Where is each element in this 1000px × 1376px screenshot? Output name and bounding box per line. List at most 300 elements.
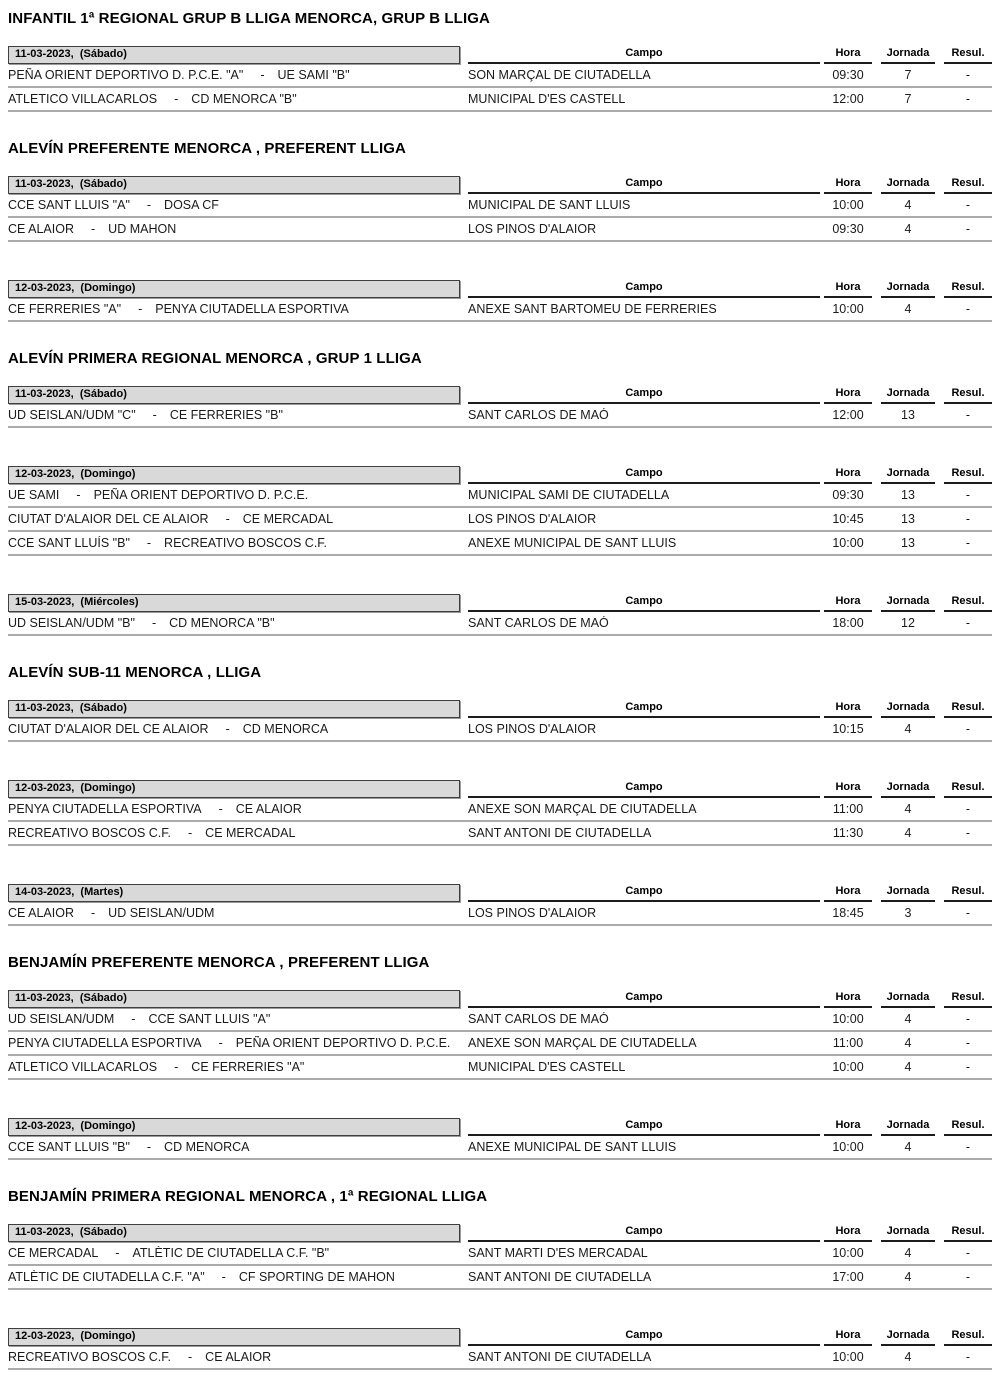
hora-column-header: Hora: [824, 885, 872, 902]
matchday-cell: 4: [904, 1270, 912, 1284]
jornada-column-header: Jornada: [881, 47, 935, 64]
vs-separator: -: [115, 1246, 120, 1260]
league-title: BENJAMÍN PRIMERA REGIONAL MENORCA , 1ª REGIONAL LLIGA: [8, 1188, 488, 1205]
result-cell: -: [965, 722, 971, 736]
time-cell: 09:30: [832, 68, 864, 82]
match-teams-cell: [8, 802, 460, 817]
result-cell: -: [965, 198, 971, 212]
campo-column-header: Campo: [468, 47, 820, 64]
matchday-cell: 4: [904, 302, 912, 316]
vs-separator: -: [152, 408, 157, 422]
table-header-row: [8, 174, 992, 194]
result-cell: -: [965, 92, 971, 106]
matchday-cell: 4: [904, 802, 912, 816]
league-section: [8, 664, 992, 926]
match-teams-cell: [8, 536, 460, 551]
date-header-cell: [8, 466, 460, 484]
date-header-cell: [8, 386, 460, 404]
time-cell: 09:30: [832, 222, 864, 236]
vs-separator: -: [131, 1012, 136, 1026]
table-header-row: [8, 882, 992, 902]
campo-column-header: Campo: [468, 467, 820, 484]
home-team: CCE SANT LLUIS "B": [8, 1140, 130, 1154]
venue-cell: MUNICIPAL DE SANT LLUIS: [468, 198, 631, 212]
jornada-column-header: Jornada: [881, 701, 935, 718]
league-tables: [8, 1222, 992, 1370]
away-team: PENYA CIUTADELLA ESPORTIVA: [155, 302, 349, 316]
home-team: CE FERRERIES "A": [8, 302, 122, 316]
matchday-cell: 4: [904, 1060, 912, 1074]
date-header-cell: [8, 1118, 460, 1136]
jornada-column-header: Jornada: [881, 467, 935, 484]
jornada-column-header: Jornada: [881, 1119, 935, 1136]
vs-separator: -: [188, 826, 193, 840]
result-cell: -: [965, 222, 971, 236]
date-header: 11-03-2023, (Sábado): [8, 176, 460, 194]
home-team: ATLÈTIC DE CIUTADELLA C.F. "A": [8, 1270, 205, 1284]
match-row: [8, 1032, 992, 1056]
matchday-cell: 4: [904, 722, 912, 736]
hora-column-header: Hora: [824, 1329, 872, 1346]
matchday-cell: 7: [904, 68, 912, 82]
matchday-cell: 4: [904, 198, 912, 212]
venue-cell: ANEXE SANT BARTOMEU DE FERRERIES: [468, 302, 717, 316]
resul-column-header: Resul.: [944, 467, 992, 484]
home-team: RECREATIVO BOSCOS C.F.: [8, 826, 171, 840]
away-team: CD MENORCA "B": [191, 92, 297, 106]
home-team: PENYA CIUTADELLA ESPORTIVA: [8, 802, 202, 816]
venue-cell: ANEXE MUNICIPAL DE SANT LLUIS: [468, 536, 677, 550]
jornada-column-header: Jornada: [881, 281, 935, 298]
fixtures-table: [8, 988, 992, 1080]
time-cell: 10:00: [832, 1246, 864, 1260]
table-header-row: [8, 1326, 992, 1346]
venue-cell: SANT ANTONI DE CIUTADELLA: [468, 1350, 652, 1364]
match-teams-cell: [8, 1270, 460, 1285]
table-rows: [8, 1136, 992, 1160]
home-team: CE ALAIOR: [8, 906, 74, 920]
result-cell: -: [965, 68, 971, 82]
time-cell: 12:00: [832, 408, 864, 422]
campo-column-header: Campo: [468, 595, 820, 612]
venue-cell: LOS PINOS D'ALAIOR: [468, 512, 597, 526]
vs-separator: -: [91, 906, 96, 920]
league-tables: [8, 988, 992, 1160]
vs-separator: -: [146, 1140, 152, 1154]
venue-cell: LOS PINOS D'ALAIOR: [468, 222, 597, 236]
home-team: CCE SANT LLUÍS "B": [8, 536, 130, 550]
league-tables: [8, 384, 992, 636]
table-header-row: [8, 698, 992, 718]
table-rows: [8, 1242, 992, 1290]
time-cell: 10:00: [832, 1140, 864, 1154]
fixtures-table: [8, 1326, 992, 1370]
time-cell: 10:00: [832, 1350, 864, 1364]
jornada-column-header: Jornada: [881, 1225, 935, 1242]
date-header-cell: [8, 176, 460, 194]
fixtures-table: [8, 174, 992, 242]
hora-column-header: Hora: [824, 177, 872, 194]
date-header-cell: [8, 990, 460, 1008]
match-row: [8, 88, 992, 112]
time-cell: 10:45: [832, 512, 864, 526]
match-teams-cell: [8, 1246, 460, 1261]
time-cell: 10:15: [832, 722, 864, 736]
away-team: CE FERRERIES "B": [169, 408, 283, 422]
matchday-cell: 13: [901, 536, 915, 550]
result-cell: -: [965, 1350, 971, 1364]
time-cell: 10:00: [832, 198, 864, 212]
jornada-column-header: Jornada: [881, 781, 935, 798]
match-teams-cell: [8, 198, 460, 213]
vs-separator: -: [146, 198, 152, 212]
resul-column-header: Resul.: [944, 1329, 992, 1346]
league-title: ALEVÍN PREFERENTE MENORCA , PREFERENT LLIGA: [8, 140, 406, 157]
home-team: CE MERCADAL: [8, 1246, 99, 1260]
campo-column-header: Campo: [468, 701, 820, 718]
venue-cell: ANEXE SON MARÇAL DE CIUTADELLA: [468, 802, 697, 816]
time-cell: 09:30: [832, 488, 864, 502]
hora-column-header: Hora: [824, 595, 872, 612]
date-header-cell: [8, 280, 460, 298]
table-header-row: [8, 44, 992, 64]
venue-cell: SANT CARLOS DE MAÓ: [468, 1012, 609, 1026]
jornada-column-header: Jornada: [881, 177, 935, 194]
fixtures-table: [8, 278, 992, 322]
away-team: CE ALAIOR: [235, 802, 302, 816]
jornada-column-header: Jornada: [881, 1329, 935, 1346]
date-header-cell: [8, 884, 460, 902]
home-team: ATLETICO VILLACARLOS: [8, 1060, 158, 1074]
resul-column-header: Resul.: [944, 177, 992, 194]
table-header-row: [8, 1222, 992, 1242]
match-row: [8, 298, 992, 322]
table-rows: [8, 1346, 992, 1370]
date-header: 15-03-2023, (Miércoles): [8, 594, 460, 612]
matchday-cell: 3: [904, 906, 912, 920]
home-team: UD SEISLAN/UDM "C": [8, 408, 136, 422]
home-team: UE SAMI: [8, 488, 60, 502]
match-row: [8, 1056, 992, 1080]
resul-column-header: Resul.: [944, 1225, 992, 1242]
jornada-column-header: Jornada: [881, 387, 935, 404]
time-cell: 10:00: [832, 1012, 864, 1026]
vs-separator: -: [151, 616, 157, 630]
hora-column-header: Hora: [824, 467, 872, 484]
time-cell: 10:00: [832, 1060, 864, 1074]
venue-cell: SANT ANTONI DE CIUTADELLA: [468, 826, 652, 840]
date-header: 11-03-2023, (Sábado): [8, 990, 460, 1008]
date-header-cell: [8, 700, 460, 718]
match-row: [8, 484, 992, 508]
match-row: [8, 1346, 992, 1370]
match-row: [8, 194, 992, 218]
resul-column-header: Resul.: [944, 701, 992, 718]
fixtures-table: [8, 44, 992, 112]
away-team: CD MENORCA "B": [169, 616, 275, 630]
venue-cell: LOS PINOS D'ALAIOR: [468, 906, 597, 920]
date-header: 12-03-2023, (Domingo): [8, 466, 460, 484]
table-header-row: [8, 988, 992, 1008]
date-header: 11-03-2023, (Sábado): [8, 1224, 460, 1242]
hora-column-header: Hora: [824, 281, 872, 298]
match-teams-cell: [8, 1350, 460, 1365]
matchday-cell: 4: [904, 1350, 912, 1364]
match-row: [8, 612, 992, 636]
hora-column-header: Hora: [824, 387, 872, 404]
date-header-cell: [8, 594, 460, 612]
hora-column-header: Hora: [824, 781, 872, 798]
match-row: [8, 508, 992, 532]
matchday-cell: 13: [901, 512, 915, 526]
match-teams-cell: [8, 722, 460, 737]
campo-column-header: Campo: [468, 885, 820, 902]
table-rows: [8, 612, 992, 636]
time-cell: 11:00: [832, 802, 864, 816]
venue-cell: LOS PINOS D'ALAIOR: [468, 722, 597, 736]
match-row: [8, 1008, 992, 1032]
match-teams-cell: [8, 1060, 460, 1075]
away-team: DOSA CF: [164, 198, 219, 212]
resul-column-header: Resul.: [944, 47, 992, 64]
table-rows: [8, 718, 992, 742]
campo-column-header: Campo: [468, 1119, 820, 1136]
match-row: [8, 1266, 992, 1290]
table-header-row: [8, 464, 992, 484]
time-cell: 10:00: [832, 302, 864, 316]
league-tables: [8, 44, 992, 112]
league-section: [8, 350, 992, 636]
fixtures-document: [8, 10, 992, 1370]
date-header: 12-03-2023, (Domingo): [8, 280, 460, 298]
resul-column-header: Resul.: [944, 387, 992, 404]
time-cell: 18:00: [832, 616, 864, 630]
match-row: [8, 1242, 992, 1266]
campo-column-header: Campo: [468, 991, 820, 1008]
matchday-cell: 13: [901, 408, 915, 422]
table-rows: [8, 298, 992, 322]
league-section: [8, 954, 992, 1160]
fixtures-table: [8, 1116, 992, 1160]
date-header-cell: [8, 1224, 460, 1242]
table-rows: [8, 404, 992, 428]
away-team: CE MERCADAL: [205, 826, 296, 840]
vs-separator: -: [225, 722, 230, 736]
date-header-cell: [8, 780, 460, 798]
time-cell: 10:00: [832, 536, 864, 550]
table-header-row: [8, 1116, 992, 1136]
match-teams-cell: [8, 1140, 460, 1155]
venue-cell: ANEXE MUNICIPAL DE SANT LLUIS: [468, 1140, 677, 1154]
matchday-cell: 12: [901, 616, 915, 630]
date-header: 12-03-2023, (Domingo): [8, 780, 460, 798]
table-header-row: [8, 278, 992, 298]
table-header-row: [8, 778, 992, 798]
result-cell: -: [965, 1012, 971, 1026]
away-team: CCE SANT LLUIS "A": [148, 1012, 271, 1026]
campo-column-header: Campo: [468, 177, 820, 194]
table-rows: [8, 798, 992, 846]
table-header-row: [8, 592, 992, 612]
home-team: RECREATIVO BOSCOS C.F.: [8, 1350, 171, 1364]
result-cell: -: [965, 802, 971, 816]
table-rows: [8, 64, 992, 112]
match-row: [8, 404, 992, 428]
match-row: [8, 798, 992, 822]
away-team: UD SEISLAN/UDM: [108, 906, 215, 920]
league-section: [8, 140, 992, 322]
result-cell: -: [965, 1060, 971, 1074]
vs-separator: -: [260, 68, 265, 82]
match-teams-cell: [8, 68, 460, 83]
matchday-cell: 4: [904, 1012, 912, 1026]
result-cell: -: [965, 1246, 971, 1260]
vs-separator: -: [146, 536, 152, 550]
fixtures-table: [8, 384, 992, 428]
venue-cell: MUNICIPAL SAMI DE CIUTADELLA: [468, 488, 670, 502]
fixtures-table: [8, 464, 992, 556]
matchday-cell: 4: [904, 1036, 912, 1050]
matchday-cell: 4: [904, 222, 912, 236]
match-teams-cell: [8, 222, 460, 237]
away-team: CD MENORCA: [242, 722, 329, 736]
table-header-row: [8, 384, 992, 404]
match-row: [8, 532, 992, 556]
matchday-cell: 7: [904, 92, 912, 106]
date-header-cell: [8, 1328, 460, 1346]
league-tables: [8, 174, 992, 322]
date-header: 12-03-2023, (Domingo): [8, 1328, 460, 1346]
campo-column-header: Campo: [468, 1329, 820, 1346]
away-team: RECREATIVO BOSCOS C.F.: [164, 536, 328, 550]
result-cell: -: [965, 906, 971, 920]
result-cell: -: [965, 536, 971, 550]
fixtures-table: [8, 1222, 992, 1290]
campo-column-header: Campo: [468, 281, 820, 298]
match-teams-cell: [8, 408, 460, 423]
date-header-cell: [8, 46, 460, 64]
resul-column-header: Resul.: [944, 885, 992, 902]
resul-column-header: Resul.: [944, 781, 992, 798]
matchday-cell: 4: [904, 826, 912, 840]
venue-cell: MUNICIPAL D'ES CASTELL: [468, 1060, 626, 1074]
date-header: 11-03-2023, (Sábado): [8, 386, 460, 404]
league-section: [8, 10, 992, 112]
vs-separator: -: [174, 92, 179, 106]
match-teams-cell: [8, 512, 460, 527]
venue-cell: SANT ANTONI DE CIUTADELLA: [468, 1270, 652, 1284]
venue-cell: MUNICIPAL D'ES CASTELL: [468, 92, 626, 106]
fixtures-table: [8, 592, 992, 636]
result-cell: -: [965, 488, 971, 502]
home-team: UD SEISLAN/UDM: [8, 1012, 115, 1026]
match-teams-cell: [8, 1036, 460, 1051]
fixtures-table: [8, 882, 992, 926]
match-teams-cell: [8, 92, 460, 107]
match-teams-cell: [8, 1012, 460, 1027]
vs-separator: -: [221, 1270, 226, 1284]
venue-cell: SANT CARLOS DE MAÓ: [468, 616, 609, 630]
jornada-column-header: Jornada: [881, 885, 935, 902]
home-team: PEÑA ORIENT DEPORTIVO D. P.C.E. "A": [8, 68, 244, 82]
date-header: 14-03-2023, (Martes): [8, 884, 460, 902]
resul-column-header: Resul.: [944, 991, 992, 1008]
hora-column-header: Hora: [824, 701, 872, 718]
home-team: CIUTAT D'ALAIOR DEL CE ALAIOR: [8, 722, 209, 736]
hora-column-header: Hora: [824, 1119, 872, 1136]
result-cell: -: [965, 512, 971, 526]
result-cell: -: [965, 826, 971, 840]
home-team: PENYA CIUTADELLA ESPORTIVA: [8, 1036, 202, 1050]
away-team: PEÑA ORIENT DEPORTIVO D. P.C.E.: [93, 488, 309, 502]
home-team: CIUTAT D'ALAIOR DEL CE ALAIOR: [8, 512, 209, 526]
away-team: CE MERCADAL: [242, 512, 334, 526]
away-team: ATLÈTIC DE CIUTADELLA C.F. "B": [132, 1246, 330, 1260]
match-row: [8, 218, 992, 242]
away-team: UD MAHON: [108, 222, 177, 236]
vs-separator: -: [76, 488, 81, 502]
match-teams-cell: [8, 302, 460, 317]
away-team: CD MENORCA: [164, 1140, 250, 1154]
league-title: ALEVÍN PRIMERA REGIONAL MENORCA , GRUP 1 LLIGA: [8, 350, 422, 367]
time-cell: 11:30: [832, 826, 864, 840]
matchday-cell: 4: [904, 1246, 912, 1260]
league-tables: [8, 698, 992, 926]
league-title: BENJAMÍN PREFERENTE MENORCA , PREFERENT LLIGA: [8, 954, 430, 971]
result-cell: -: [965, 1270, 971, 1284]
table-rows: [8, 902, 992, 926]
campo-column-header: Campo: [468, 1225, 820, 1242]
resul-column-header: Resul.: [944, 281, 992, 298]
home-team: CE ALAIOR: [8, 222, 74, 236]
match-teams-cell: [8, 488, 460, 503]
match-row: [8, 1136, 992, 1160]
time-cell: 12:00: [832, 92, 864, 106]
campo-column-header: Campo: [468, 387, 820, 404]
resul-column-header: Resul.: [944, 1119, 992, 1136]
away-team: PEÑA ORIENT DEPORTIVO D. P.C.E.: [235, 1036, 451, 1050]
vs-separator: -: [188, 1350, 193, 1364]
home-team: ATLETICO VILLACARLOS: [8, 92, 158, 106]
match-row: [8, 902, 992, 926]
hora-column-header: Hora: [824, 47, 872, 64]
home-team: UD SEISLAN/UDM "B": [8, 616, 135, 630]
table-rows: [8, 484, 992, 556]
vs-separator: -: [91, 222, 96, 236]
result-cell: -: [965, 1140, 971, 1154]
venue-cell: ANEXE SON MARÇAL DE CIUTADELLA: [468, 1036, 697, 1050]
match-row: [8, 718, 992, 742]
hora-column-header: Hora: [824, 1225, 872, 1242]
time-cell: 17:00: [832, 1270, 864, 1284]
campo-column-header: Campo: [468, 781, 820, 798]
away-team: CE ALAIOR: [205, 1350, 272, 1364]
vs-separator: -: [225, 512, 230, 526]
date-header: 11-03-2023, (Sábado): [8, 700, 460, 718]
match-teams-cell: [8, 616, 460, 631]
match-row: [8, 64, 992, 88]
league-title: ALEVÍN SUB-11 MENORCA , LLIGA: [8, 664, 262, 681]
away-team: CF SPORTING DE MAHON: [238, 1270, 395, 1284]
resul-column-header: Resul.: [944, 595, 992, 612]
vs-separator: -: [218, 1036, 223, 1050]
fixtures-table: [8, 698, 992, 742]
hora-column-header: Hora: [824, 991, 872, 1008]
jornada-column-header: Jornada: [881, 595, 935, 612]
time-cell: 11:00: [832, 1036, 864, 1050]
matchday-cell: 13: [901, 488, 915, 502]
time-cell: 18:45: [832, 906, 864, 920]
